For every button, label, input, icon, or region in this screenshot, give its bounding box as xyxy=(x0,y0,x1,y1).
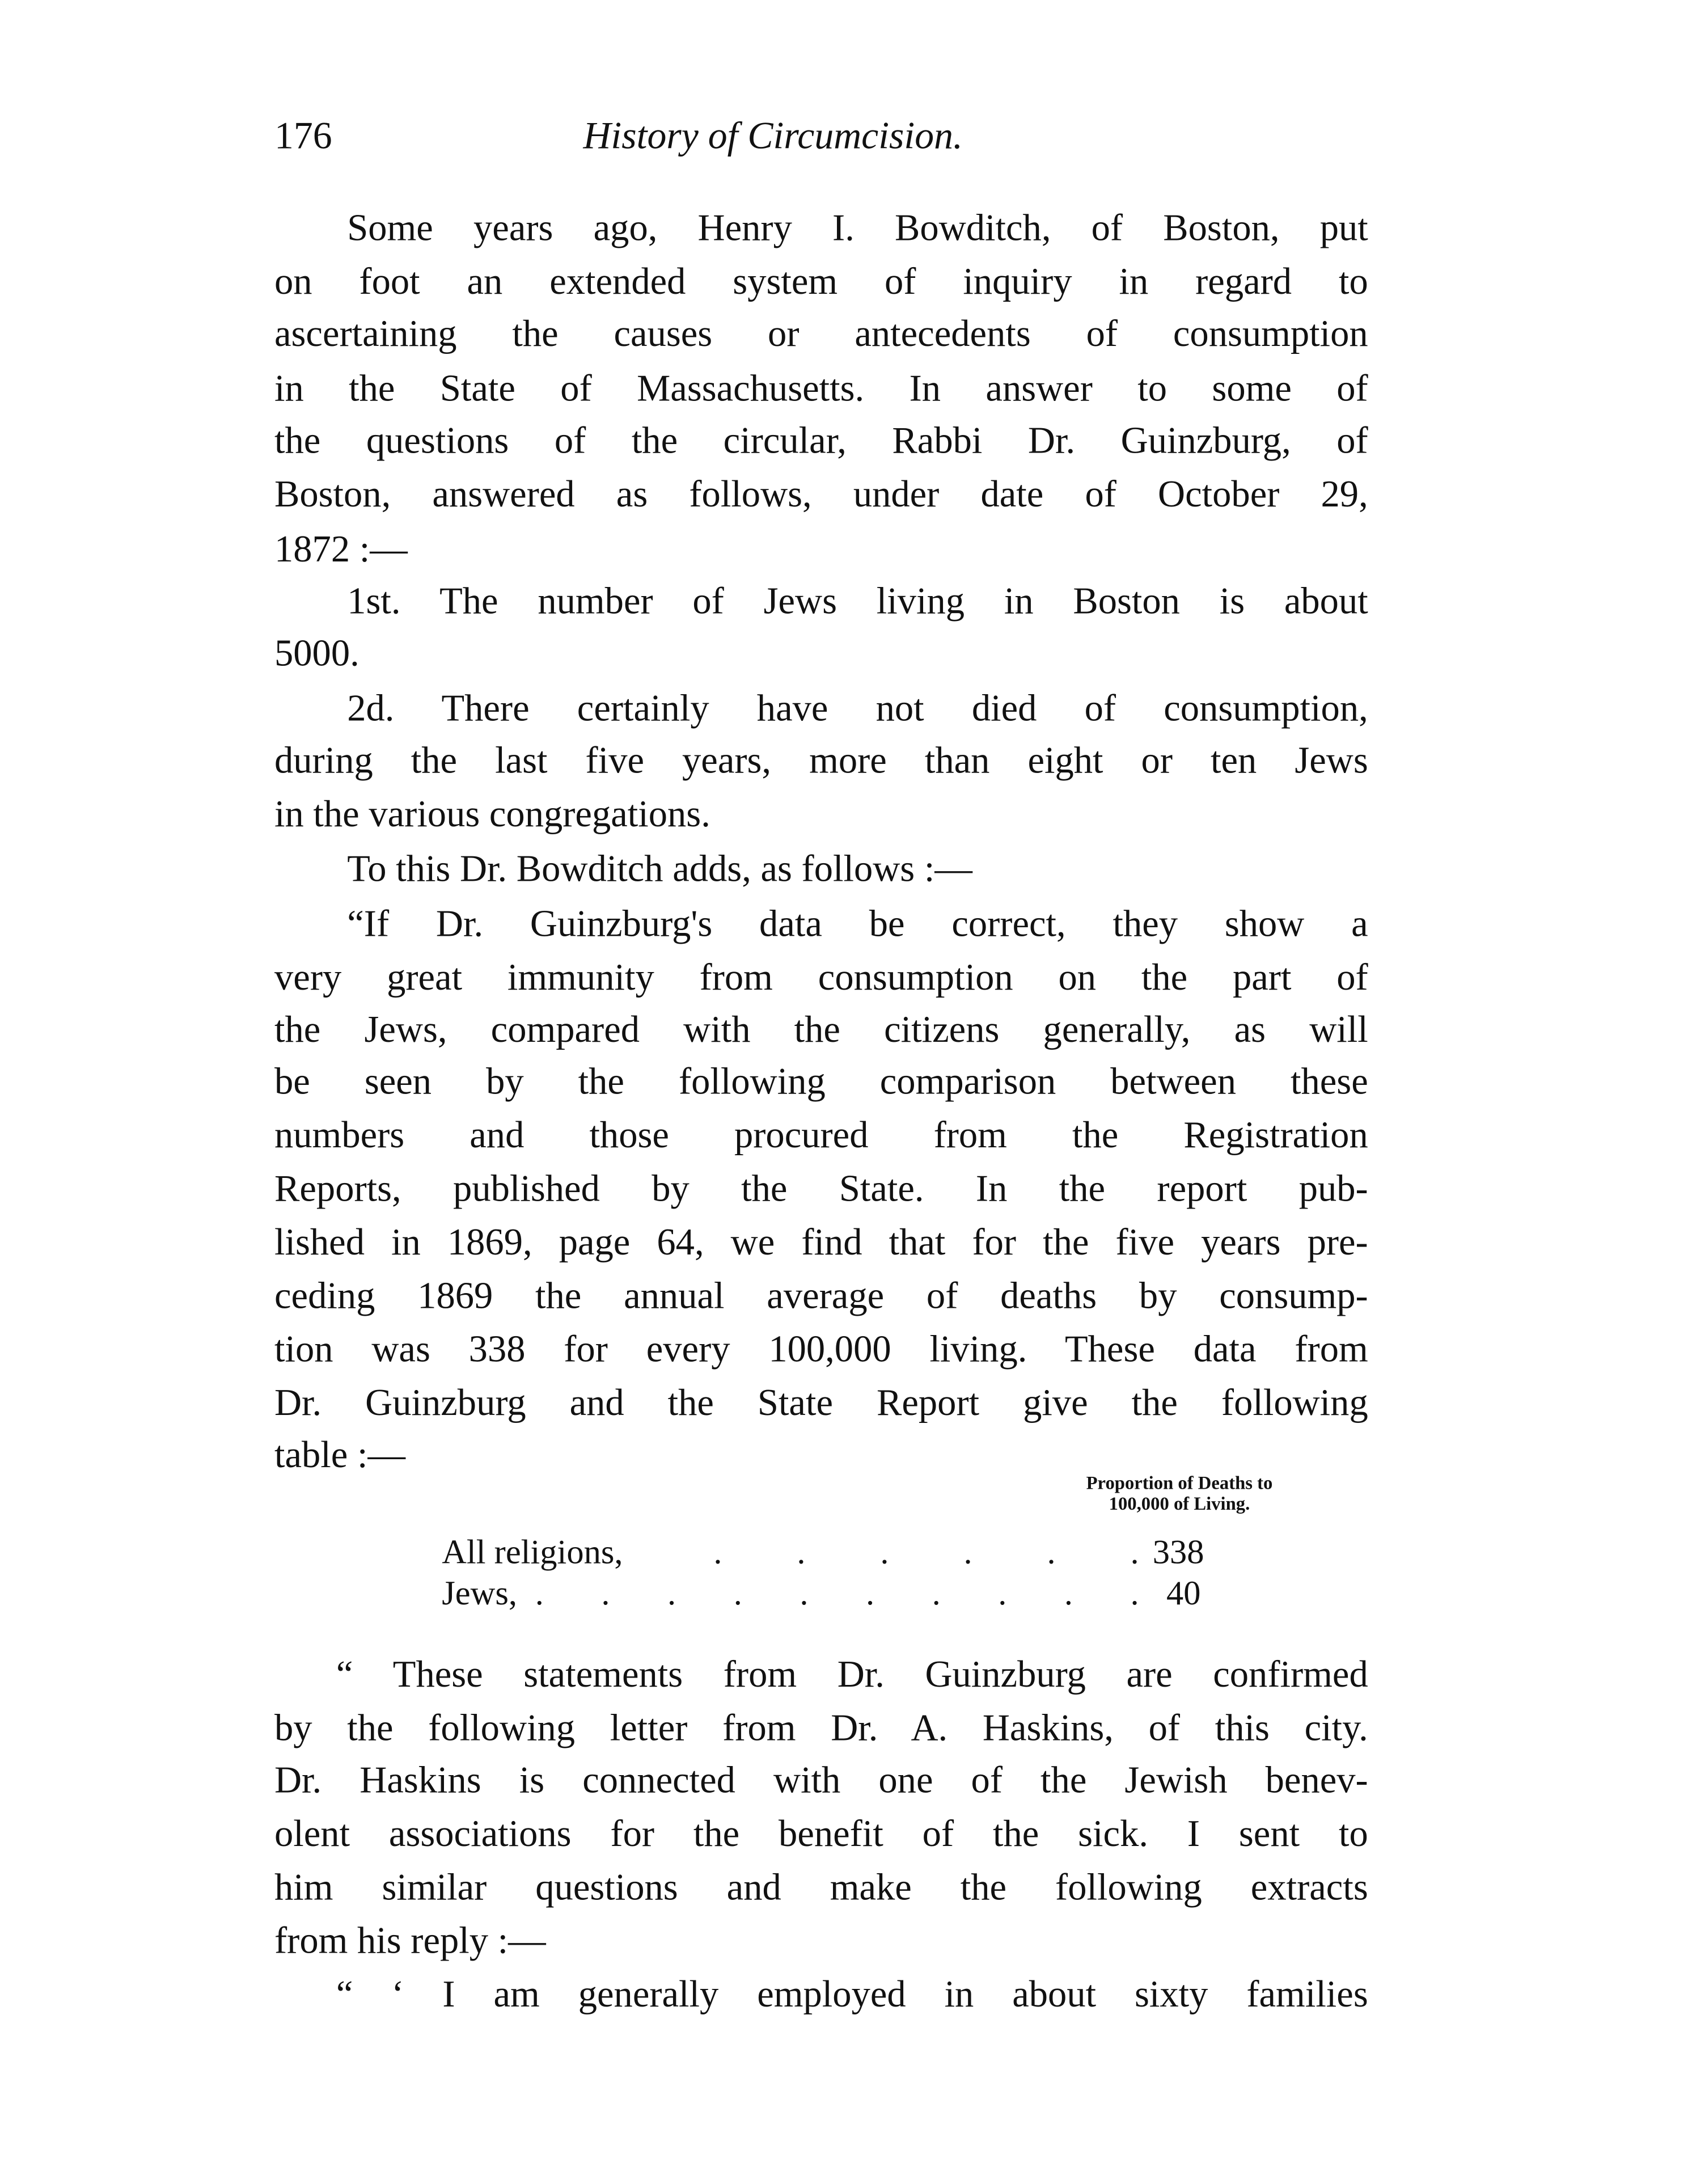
text-line: 1st. The number of Jews living in Boston is about xyxy=(347,579,1368,622)
text-line: the Jews, compared with the citizens generally, as will xyxy=(274,1007,1368,1050)
text-line: tion was 338 for every 100,000 living. These data from xyxy=(274,1327,1368,1370)
running-title: History of Circumcision. xyxy=(583,115,963,158)
leader-dots: . . . . . . . . . . xyxy=(535,1575,1139,1613)
text-line: Dr. Guinzburg and the State Report give the following xyxy=(274,1380,1368,1423)
text-line: numbers and those procured from the Registration xyxy=(274,1113,1368,1156)
text-line: ascertaining the causes or antecedents of consumption xyxy=(274,311,1368,354)
text-line: 5000. xyxy=(274,631,359,674)
text-line: Some years ago, Henry I. Bowditch, of Boston, put xyxy=(347,206,1368,249)
text-line: “ These statements from Dr. Guinzburg are confirmed xyxy=(336,1652,1368,1695)
text-line: lished in 1869, page 64, we find that for the five years pre- xyxy=(274,1220,1368,1263)
text-line: To this Dr. Bowditch adds, as follows :— xyxy=(347,847,972,890)
leader-dots: . . . . . . xyxy=(713,1534,1139,1572)
text-line: table :— xyxy=(274,1433,406,1476)
table-row-value: 338 xyxy=(1152,1534,1204,1572)
text-line: Boston, answered as follows, under date of October 29, xyxy=(274,472,1368,515)
text-line: olent associations for the benefit of the sick. I sent to xyxy=(274,1811,1368,1855)
text-line: 1872 :— xyxy=(274,527,408,570)
text-line: in the various congregations. xyxy=(274,792,710,835)
text-line: Reports, published by the State. In the report pub- xyxy=(274,1167,1368,1210)
text-line: be seen by the following comparison between these xyxy=(274,1059,1368,1102)
text-line: very great immunity from consumption on the part of xyxy=(274,955,1368,998)
table-header: Proportion of Deaths to xyxy=(1086,1472,1273,1493)
text-line: by the following letter from Dr. A. Haskins, of this city. xyxy=(274,1706,1368,1749)
table-row-label: All religions, xyxy=(442,1534,623,1572)
text-line: from his reply :— xyxy=(274,1919,546,1962)
page-number: 176 xyxy=(274,115,332,158)
table-row-label: Jews, xyxy=(442,1575,517,1613)
table-header: 100,000 of Living. xyxy=(1109,1493,1250,1514)
text-line: 2d. There certainly have not died of consumption, xyxy=(347,686,1368,729)
text-line: “If Dr. Guinzburg's data be correct, they show a xyxy=(347,901,1368,944)
text-line: during the last five years, more than eight or ten Jews xyxy=(274,738,1368,781)
text-line: ceding 1869 the annual average of deaths by consump- xyxy=(274,1273,1368,1316)
text-line: Dr. Haskins is connected with one of the Jewish benev- xyxy=(274,1758,1368,1801)
text-line: the questions of the circular, Rabbi Dr. Guinzburg, of xyxy=(274,419,1368,462)
table-row-value: 40 xyxy=(1166,1575,1201,1613)
text-line: on foot an extended system of inquiry in regard to xyxy=(274,259,1368,302)
text-line: in the State of Massachusetts. In answer to some of xyxy=(274,366,1368,409)
text-line: him similar questions and make the following extracts xyxy=(274,1865,1368,1908)
text-line: “ ‘ I am generally employed in about sixty families xyxy=(336,1972,1368,2015)
